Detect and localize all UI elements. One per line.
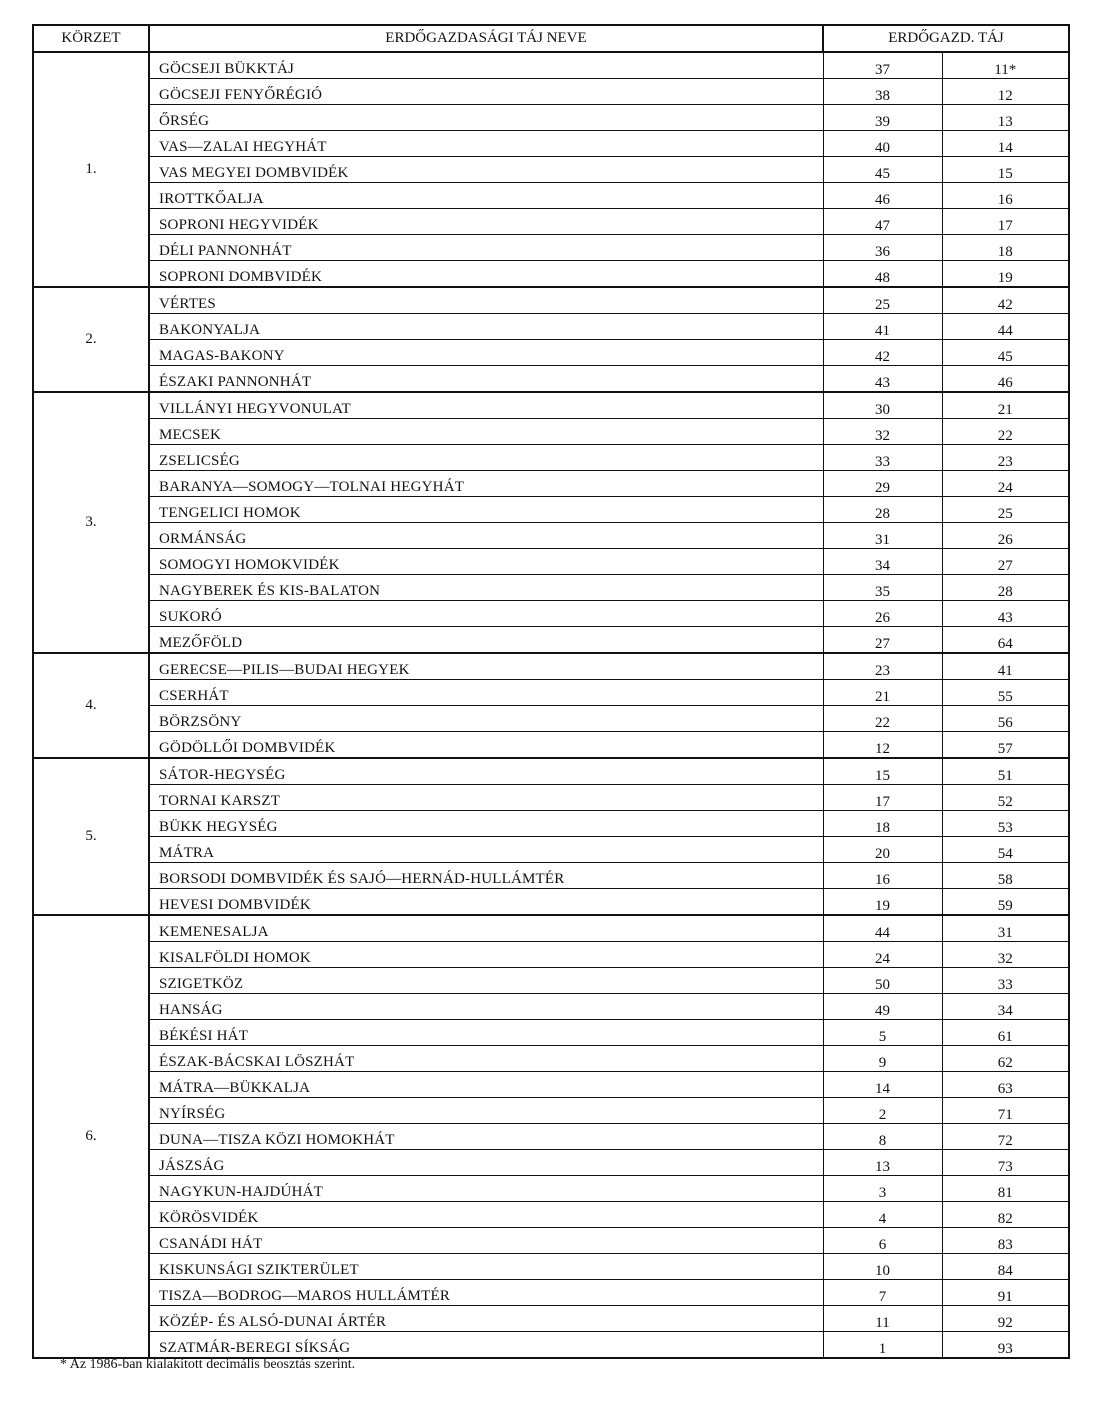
region-name-cell: BARANYA—SOMOGY—TOLNAI HEGYHÁT [149,471,823,497]
new-code-cell: 82 [942,1202,1069,1228]
new-code-cell: 31 [942,915,1069,942]
table-header [33,25,1069,52]
region-name-cell: GÖCSEJI BÜKKTÁJ [149,52,823,79]
region-name-cell: NAGYKUN-HAJDÚHÁT [149,1176,823,1202]
region-name-cell: TORNAI KARSZT [149,785,823,811]
new-code-cell: 62 [942,1046,1069,1072]
region-name-cell: VÉRTES [149,287,823,314]
table-row [33,758,1069,785]
old-code-cell: 34 [823,549,942,575]
new-code-cell: 57 [942,732,1069,759]
new-code-cell: 42 [942,287,1069,314]
old-code-cell: 28 [823,497,942,523]
table-row [33,1046,1069,1072]
region-name-cell: VAS MEGYEI DOMBVIDÉK [149,157,823,183]
new-code-cell: 55 [942,680,1069,706]
new-code-cell: 81 [942,1176,1069,1202]
table-row [33,732,1069,759]
new-code-cell: 24 [942,471,1069,497]
region-name-cell: KISKUNSÁGI SZIKTERÜLET [149,1254,823,1280]
old-code-cell: 31 [823,523,942,549]
region-name-cell: IROTTKŐALJA [149,183,823,209]
new-code-cell: 93 [942,1332,1069,1359]
region-name-cell: DÉLI PANNONHÁT [149,235,823,261]
table-row [33,209,1069,235]
table-row [33,863,1069,889]
region-name-cell: MEZŐFÖLD [149,627,823,654]
old-code-cell: 14 [823,1072,942,1098]
old-code-cell: 13 [823,1150,942,1176]
old-code-cell: 47 [823,209,942,235]
district-column-header: KÖRZET [33,25,149,52]
table-row [33,1150,1069,1176]
new-code-cell: 22 [942,419,1069,445]
new-code-cell: 84 [942,1254,1069,1280]
table-row [33,1124,1069,1150]
old-code-cell: 2 [823,1098,942,1124]
old-code-cell: 16 [823,863,942,889]
table-row [33,1254,1069,1280]
region-name-cell: VILLÁNYI HEGYVONULAT [149,392,823,419]
new-code-cell: 15 [942,157,1069,183]
table-row [33,575,1069,601]
table-row [33,1202,1069,1228]
table-row [33,183,1069,209]
region-name-cell: ORMÁNSÁG [149,523,823,549]
old-code-cell: 44 [823,915,942,942]
old-code-cell: 1 [823,1332,942,1359]
region-name-cell: NAGYBEREK ÉS KIS-BALATON [149,575,823,601]
table-row [33,52,1069,79]
code-column-header: ERDŐGAZD. TÁJ [823,25,1069,52]
new-code-cell: 33 [942,968,1069,994]
region-name-cell: MÁTRA [149,837,823,863]
district-cell: 5. [33,758,149,915]
old-code-cell: 32 [823,419,942,445]
table-row [33,889,1069,916]
table-row [33,157,1069,183]
new-code-cell: 12 [942,79,1069,105]
new-code-cell: 73 [942,1150,1069,1176]
region-name-cell: KISALFÖLDI HOMOK [149,942,823,968]
old-code-cell: 27 [823,627,942,654]
new-code-cell: 28 [942,575,1069,601]
region-name-cell: TENGELICI HOMOK [149,497,823,523]
old-code-cell: 35 [823,575,942,601]
new-code-cell: 25 [942,497,1069,523]
region-name-cell: ZSELICSÉG [149,445,823,471]
table-row [33,915,1069,942]
new-code-cell: 58 [942,863,1069,889]
region-name-cell: SOPRONI HEGYVIDÉK [149,209,823,235]
table-row [33,549,1069,575]
region-name-cell: ŐRSÉG [149,105,823,131]
table-row [33,837,1069,863]
region-name-cell: MÁTRA—BÜKKALJA [149,1072,823,1098]
region-name-cell: SZIGETKÖZ [149,968,823,994]
table-row [33,601,1069,627]
region-name-cell: GERECSE—PILIS—BUDAI HEGYEK [149,653,823,680]
region-name-cell: CSERHÁT [149,680,823,706]
new-code-cell: 63 [942,1072,1069,1098]
new-code-cell: 19 [942,261,1069,288]
new-code-cell: 27 [942,549,1069,575]
table-row [33,235,1069,261]
region-name-cell: BORSODI DOMBVIDÉK ÉS SAJÓ—HERNÁD-HULLÁMTÉR [149,863,823,889]
district-cell: 3. [33,392,149,653]
table-row [33,1228,1069,1254]
old-code-cell: 40 [823,131,942,157]
old-code-cell: 4 [823,1202,942,1228]
old-code-cell: 21 [823,680,942,706]
region-name-cell: BÉKÉSI HÁT [149,1020,823,1046]
table-row [33,392,1069,419]
new-code-cell: 91 [942,1280,1069,1306]
district-cell: 1. [33,52,149,287]
table-row [33,1280,1069,1306]
old-code-cell: 49 [823,994,942,1020]
region-name-cell: ÉSZAK-BÁCSKAI LÖSZHÁT [149,1046,823,1072]
region-name-cell: KEMENESALJA [149,915,823,942]
table-row [33,366,1069,393]
table-row [33,79,1069,105]
table-row [33,1306,1069,1332]
old-code-cell: 7 [823,1280,942,1306]
old-code-cell: 9 [823,1046,942,1072]
region-name-cell: BÖRZSÖNY [149,706,823,732]
old-code-cell: 22 [823,706,942,732]
table-row [33,942,1069,968]
old-code-cell: 23 [823,653,942,680]
old-code-cell: 12 [823,732,942,759]
old-code-cell: 48 [823,261,942,288]
old-code-cell: 39 [823,105,942,131]
table-row [33,968,1069,994]
table-body [33,52,1069,1358]
table-row [33,627,1069,654]
table-row [33,994,1069,1020]
old-code-cell: 38 [823,79,942,105]
table-row [33,1332,1069,1359]
table-row [33,419,1069,445]
table-row [33,340,1069,366]
new-code-cell: 52 [942,785,1069,811]
new-code-cell: 59 [942,889,1069,916]
new-code-cell: 14 [942,131,1069,157]
new-code-cell: 54 [942,837,1069,863]
new-code-cell: 21 [942,392,1069,419]
old-code-cell: 25 [823,287,942,314]
region-name-cell: MECSEK [149,419,823,445]
old-code-cell: 24 [823,942,942,968]
new-code-cell: 26 [942,523,1069,549]
new-code-cell: 34 [942,994,1069,1020]
forest-region-table [32,24,1070,1359]
old-code-cell: 20 [823,837,942,863]
district-cell: 4. [33,653,149,758]
new-code-cell: 41 [942,653,1069,680]
table-row [33,1072,1069,1098]
old-code-cell: 42 [823,340,942,366]
old-code-cell: 26 [823,601,942,627]
old-code-cell: 43 [823,366,942,393]
table-row [33,1020,1069,1046]
region-name-cell: KÖRÖSVIDÉK [149,1202,823,1228]
region-name-cell: KÖZÉP- ÉS ALSÓ-DUNAI ÁRTÉR [149,1306,823,1332]
new-code-cell: 23 [942,445,1069,471]
region-name-cell: CSANÁDI HÁT [149,1228,823,1254]
new-code-cell: 44 [942,314,1069,340]
old-code-cell: 5 [823,1020,942,1046]
old-code-cell: 6 [823,1228,942,1254]
new-code-cell: 46 [942,366,1069,393]
new-code-cell: 56 [942,706,1069,732]
table-row [33,105,1069,131]
new-code-cell: 92 [942,1306,1069,1332]
old-code-cell: 11 [823,1306,942,1332]
new-code-cell: 72 [942,1124,1069,1150]
table-row [33,811,1069,837]
new-code-cell: 18 [942,235,1069,261]
table-row [33,1176,1069,1202]
region-name-cell: SÁTOR-HEGYSÉG [149,758,823,785]
new-code-cell: 64 [942,627,1069,654]
old-code-cell: 41 [823,314,942,340]
new-code-cell: 11* [942,52,1069,79]
table-row [33,653,1069,680]
table-row [33,445,1069,471]
table-row [33,523,1069,549]
region-name-cell: TISZA—BODROG—MAROS HULLÁMTÉR [149,1280,823,1306]
table-row [33,131,1069,157]
region-name-cell: SZATMÁR-BEREGI SÍKSÁG [149,1332,823,1359]
old-code-cell: 3 [823,1176,942,1202]
table-row [33,1098,1069,1124]
old-code-cell: 50 [823,968,942,994]
new-code-cell: 51 [942,758,1069,785]
table-row [33,287,1069,314]
region-name-cell: SUKORÓ [149,601,823,627]
district-cell: 6. [33,915,149,1358]
region-name-cell: MAGAS-BAKONY [149,340,823,366]
header-row [33,25,1069,52]
new-code-cell: 16 [942,183,1069,209]
name-column-header: ERDŐGAZDASÁGI TÁJ NEVE [149,25,823,52]
region-name-cell: GÖDÖLLŐI DOMBVIDÉK [149,732,823,759]
region-name-cell: HEVESI DOMBVIDÉK [149,889,823,916]
region-name-cell: DUNA—TISZA KÖZI HOMOKHÁT [149,1124,823,1150]
new-code-cell: 83 [942,1228,1069,1254]
region-name-cell: SOPRONI DOMBVIDÉK [149,261,823,288]
region-name-cell: ÉSZAKI PANNONHÁT [149,366,823,393]
table-row [33,706,1069,732]
old-code-cell: 19 [823,889,942,916]
new-code-cell: 53 [942,811,1069,837]
old-code-cell: 17 [823,785,942,811]
region-name-cell: HANSÁG [149,994,823,1020]
district-cell: 2. [33,287,149,392]
table-row [33,785,1069,811]
new-code-cell: 17 [942,209,1069,235]
old-code-cell: 36 [823,235,942,261]
new-code-cell: 32 [942,942,1069,968]
old-code-cell: 33 [823,445,942,471]
table-row [33,314,1069,340]
old-code-cell: 18 [823,811,942,837]
table-row [33,471,1069,497]
region-name-cell: SOMOGYI HOMOKVIDÉK [149,549,823,575]
new-code-cell: 61 [942,1020,1069,1046]
new-code-cell: 71 [942,1098,1069,1124]
old-code-cell: 30 [823,392,942,419]
document-page [32,24,1068,1372]
table-row [33,680,1069,706]
old-code-cell: 37 [823,52,942,79]
region-name-cell: BAKONYALJA [149,314,823,340]
old-code-cell: 8 [823,1124,942,1150]
new-code-cell: 13 [942,105,1069,131]
new-code-cell: 45 [942,340,1069,366]
region-name-cell: VAS—ZALAI HEGYHÁT [149,131,823,157]
footnote: * Az 1986-ban kialakított decimális beosztás szerint. [60,1357,356,1372]
region-name-cell: BÜKK HEGYSÉG [149,811,823,837]
old-code-cell: 46 [823,183,942,209]
region-name-cell: JÁSZSÁG [149,1150,823,1176]
table-row [33,497,1069,523]
new-code-cell: 43 [942,601,1069,627]
old-code-cell: 29 [823,471,942,497]
old-code-cell: 45 [823,157,942,183]
region-name-cell: GÖCSEJI FENYŐRÉGIÓ [149,79,823,105]
old-code-cell: 15 [823,758,942,785]
old-code-cell: 10 [823,1254,942,1280]
region-name-cell: NYÍRSÉG [149,1098,823,1124]
table-row [33,261,1069,288]
